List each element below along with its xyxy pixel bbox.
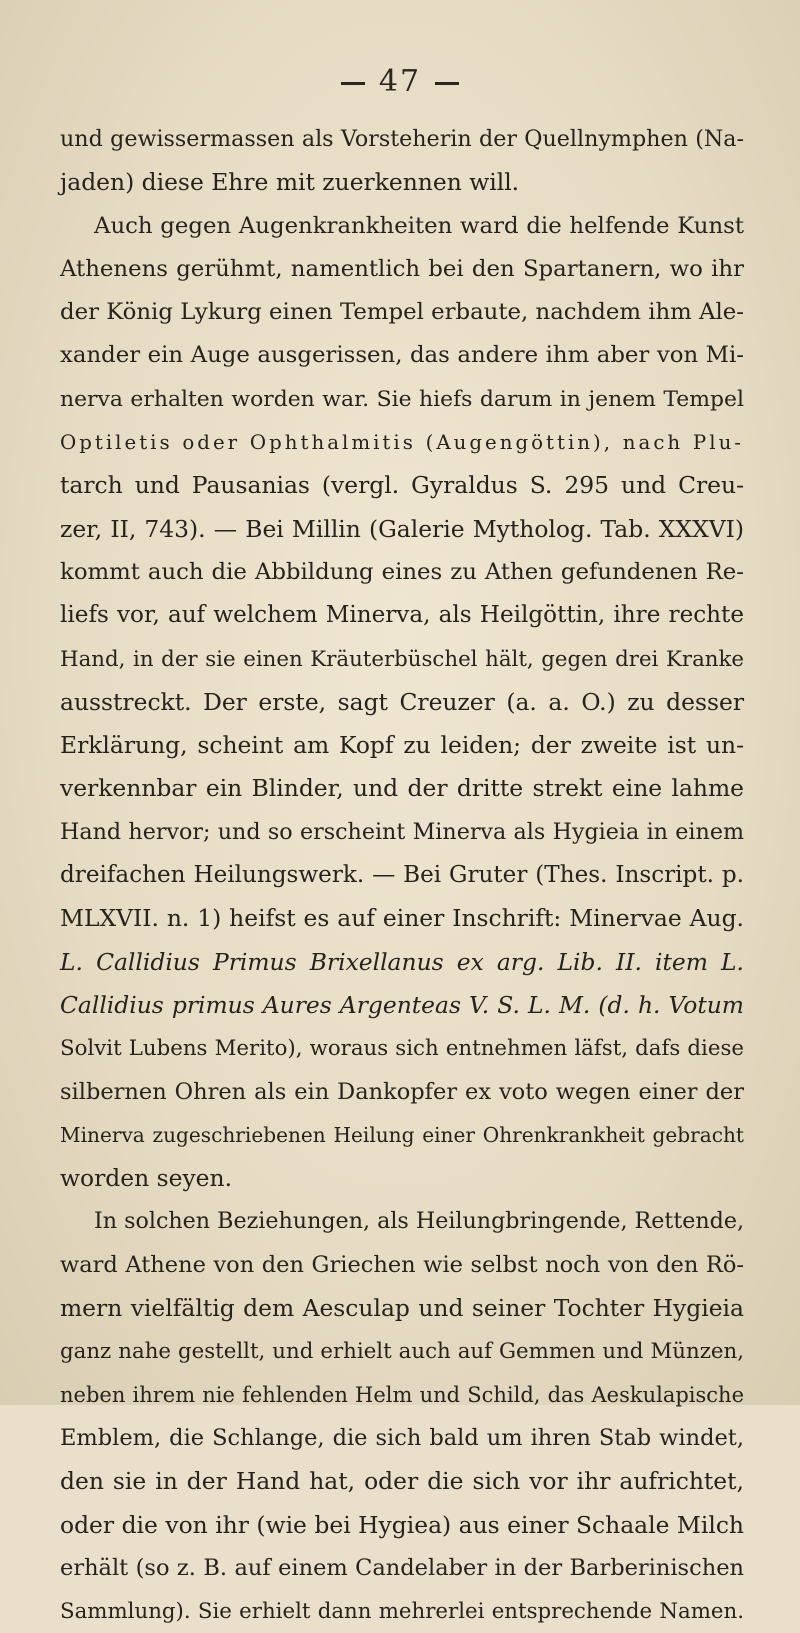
text-line: oder die von ihr (wie bei Hygiea) aus einer Schaale Milch: [60, 1510, 744, 1539]
text-line: tarch und Pausanias (vergl. Gyraldus S. 295 und Creu-: [60, 471, 744, 500]
text-line: mern vielfältig dem Aesculap und seiner Tochter Hygieia: [60, 1294, 744, 1323]
text-line: zer, II, 743). — Bei Millin (Galerie Mytholog. Tab. XXXVI): [60, 514, 744, 543]
text-line: und gewissermassen als Vorsteherin der Quellnymphen (Na-: [60, 126, 744, 152]
text-line: xander ein Auge ausgerissen, das andere ihm aber von Mi-: [60, 342, 744, 369]
left-dash-ornament: [341, 82, 365, 85]
text-line: MLXVII. n. 1) heifst es auf einer Inschrift: Minervae Aug.: [60, 904, 744, 933]
text-line: jaden) diese Ehre mit zuerkennen will.: [60, 168, 520, 197]
text-line: Hand, in der sie einen Kräuterbüschel hält, gegen drei Kranke: [60, 646, 744, 672]
text-line: In solchen Beziehungen, als Heilungbringende, Rettende,: [94, 1208, 745, 1235]
text-line: der König Lykurg einen Tempel erbaute, nachdem ihm Ale-: [60, 299, 744, 326]
text-line: [60, 984, 744, 1027]
text-line: silbernen Ohren als ein Dankopfer ex voto wegen einer der: [60, 1078, 744, 1105]
text-line: liefs vor, auf welchem Minerva, als Heilgöttin, ihre rechte: [60, 602, 744, 629]
text-line: den sie in der Hand hat, oder die sich vor ihr aufrichtet,: [60, 1467, 744, 1496]
page-number-header: [0, 64, 800, 99]
text-line: Erklärung, scheint am Kopf zu leiden; der zweite ist un-: [60, 731, 744, 760]
text-line: ward Athene von den Griechen wie selbst noch von den Rö-: [60, 1251, 744, 1278]
text-line: erhält (so z. B. auf einem Candelaber in der Barberinischen: [60, 1554, 744, 1581]
text-line: Hand hervor; und so erscheint Minerva als Hygieia in einem: [60, 818, 744, 845]
text-line: Sammlung). Sie erhielt dann mehrerlei entsprechende Namen.: [60, 1599, 744, 1625]
latin-inscription: L. Callidius Primus Brixellanus ex arg. Lib. II. item L.: [60, 947, 744, 976]
text-line: Athenens gerühmt, namentlich bei den Spartanern, wo ihr: [60, 255, 744, 282]
text-line: Solvit Lubens Merito), woraus sich entnehmen läfst, dafs diese: [60, 1036, 744, 1062]
right-dash-ornament: [435, 82, 459, 85]
text-line: verkennbar ein Blinder, und der dritte strekt eine lahme: [60, 774, 744, 803]
text-line: Emblem, die Schlange, die sich bald um ihren Stab windet,: [60, 1424, 744, 1451]
latin-inscription: Callidius primus Aures Argenteas V. S. L. M. (d. h. Votum: [60, 990, 744, 1019]
text-line: [60, 941, 744, 984]
text-line: neben ihrem nie fehlenden Helm und Schild, das Aeskulapische: [60, 1382, 744, 1407]
text-line: Optiletis oder Ophthalmitis (Augengöttin), nach Plu-: [60, 431, 744, 455]
body-text: [60, 118, 744, 1633]
text-line: ganz nahe gestellt, und erhielt auch auf Gemmen und Münzen,: [60, 1339, 744, 1365]
text-line: ausstreckt. Der erste, sagt Creuzer (a. a. O.) zu desser: [60, 687, 744, 716]
text-line: nerva erhalten worden war. Sie hiefs darum in jenem Tempel: [60, 386, 744, 412]
page-number: 47: [378, 64, 422, 99]
text-line: kommt auch die Abbildung eines zu Athen gefundenen Re-: [60, 558, 744, 585]
text-line: Auch gegen Augenkrankheiten ward die helfende Kunst: [94, 212, 744, 239]
text-line: worden seyen.: [60, 1164, 233, 1193]
text-line: dreifachen Heilungswerk. — Bei Gruter (Thes. Inscript. p.: [60, 862, 744, 889]
text-line: Minerva zugeschriebenen Heilung einer Ohrenkrankheit gebracht: [60, 1122, 744, 1147]
